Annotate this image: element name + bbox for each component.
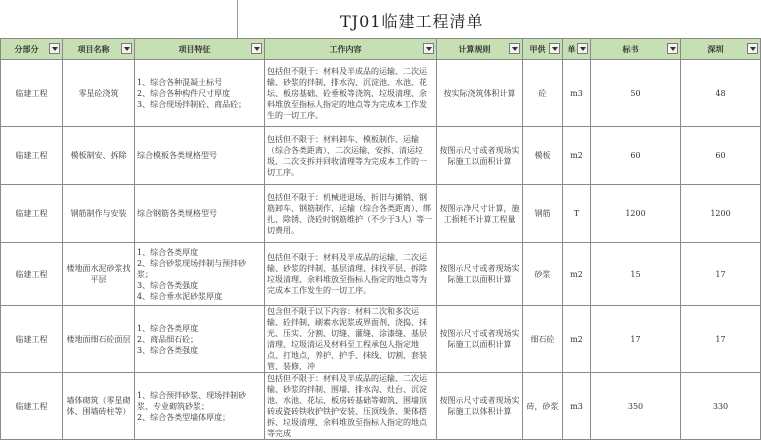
cell-rule[interactable]: 按图示净尺寸计算，施工损耗不计算工程量 xyxy=(437,185,523,243)
cell-rule[interactable]: 按实际浇筑体积计算 xyxy=(437,60,523,127)
cell-shenzhen[interactable]: 330 xyxy=(681,373,761,440)
cell-unit[interactable]: m2 xyxy=(563,127,591,185)
cell-rule[interactable]: 按图示尺寸或者现场实际施工以体积计算 xyxy=(437,373,523,440)
cell-unit[interactable]: m3 xyxy=(563,373,591,440)
cell-supply[interactable]: 细石砼 xyxy=(523,306,563,373)
col-header-shenzhen[interactable]: 深圳 xyxy=(681,39,761,60)
cell-supply[interactable]: 钢筋 xyxy=(523,185,563,243)
cell-part[interactable]: 临建工程 xyxy=(1,373,63,440)
cell-name[interactable]: 楼地面水泥砂浆找平层 xyxy=(63,243,135,306)
col-header-features[interactable]: 项目特征 xyxy=(135,39,265,60)
table-row xyxy=(1,60,761,127)
cell-unit[interactable]: m2 xyxy=(563,306,591,373)
table-row xyxy=(1,185,761,243)
col-header-part[interactable]: 分部分 xyxy=(1,39,63,60)
filter-dropdown-icon[interactable] xyxy=(121,43,132,54)
cell-supply[interactable]: 模板 xyxy=(523,127,563,185)
filter-dropdown-icon[interactable] xyxy=(251,43,262,54)
cell-features[interactable]: 综合钢筋各类规格型号 xyxy=(135,185,265,243)
cell-rule[interactable]: 按图示尺寸或者现场实际施工以面积计算 xyxy=(437,243,523,306)
table-row xyxy=(1,243,761,306)
filter-dropdown-icon[interactable] xyxy=(509,43,520,54)
cell-name[interactable]: 墙体砌筑（零星砌体、围墙砖柱等） xyxy=(63,373,135,440)
filter-dropdown-icon[interactable] xyxy=(49,43,60,54)
cell-unit[interactable]: m2 xyxy=(563,243,591,306)
cell-shenzhen[interactable]: 17 xyxy=(681,306,761,373)
cell-work[interactable]: 包括但不限于：材料及半成品的运输、二次运输、砂浆的拌制、围墙、排水沟、灶台、沉淀池、水池、花坛、板房砖基础等砌筑、围墙顶砖或瓷砖铁收护铁护安装、压顶线条、架体搭拆、垃圾清理、余料堆放至指标人指定的地点等完成 xyxy=(265,373,437,440)
cell-shenzhen[interactable]: 1200 xyxy=(681,185,761,243)
col-header-name[interactable]: 项目名称 xyxy=(63,39,135,60)
filter-dropdown-icon[interactable] xyxy=(667,43,678,54)
cell-supply[interactable]: 砼 xyxy=(523,60,563,127)
cell-features[interactable]: 1、综合预拌砂浆、现场拌制砂浆、专业砌筑砂浆； 2、综合各类型墙体厚度； xyxy=(135,373,265,440)
cell-work[interactable]: 包括但不限于：材料及半成品的运输、二次运输、砂浆的拌制、排水沟、沉淀池、水池、花坛、板房基础、砼垂板等浇筑、垃圾清理、余料堆放至指标人指定的地点等为完成本工作发生的一切工序。 xyxy=(265,60,437,127)
cell-features[interactable]: 1、综合各类厚度 2、综合砂浆现场拌制与预拌砂浆； 3、综合各类强度 4、综合垂水泥砂浆厚度 xyxy=(135,243,265,306)
cell-features[interactable]: 1、综合各类厚度 2、商品细石砼； 3、综合各类强度 xyxy=(135,306,265,373)
table-row xyxy=(1,306,761,373)
cell-rule[interactable]: 按图示尺寸或者现场实际施工以面积计算 xyxy=(437,127,523,185)
cell-bid[interactable]: 17 xyxy=(591,306,681,373)
filter-dropdown-icon[interactable] xyxy=(423,43,434,54)
cell-unit[interactable]: T xyxy=(563,185,591,243)
cell-name[interactable]: 零星砼浇筑 xyxy=(63,60,135,127)
cell-work[interactable]: 包括但不限于：机械进退场、折旧与摊销、钢筋卸车、钢筋制作、运输（综合各类距离）、绑扎、除锈、浇砼时钢筋维护（不少于3人）等一切费用。 xyxy=(265,185,437,243)
title-area xyxy=(0,0,760,39)
cell-work[interactable]: 包含但不限于以下内容：材料二次和多次运输、砼拌制、刷素水泥浆或界面剂、浇捣、抹光、压实、分割、切缝、灌缝、涂漆缝、基层清理、垃圾清运及材料至工程承包人指定地点、打地点，养护、护手、抹线、切割、套装管、装修、冲 xyxy=(265,306,437,373)
filter-dropdown-icon[interactable] xyxy=(577,43,588,54)
cell-name[interactable]: 钢筋制作与安装 xyxy=(63,185,135,243)
cell-bid[interactable]: 15 xyxy=(591,243,681,306)
header-row xyxy=(1,39,761,60)
cell-work[interactable]: 包括但不限于：材料及半成品的运输、二次运输、砂浆的拌制、基层清理、抹找平层、拆除垃圾清理、余料堆放至指标人指定的地点等为完成本工作发生的一切工序。 xyxy=(265,243,437,306)
cell-part[interactable]: 临建工程 xyxy=(1,243,63,306)
cell-supply[interactable]: 砖，砂浆 xyxy=(523,373,563,440)
cell-rule[interactable]: 按图示尺寸或者现场实际施工以面积计算 xyxy=(437,306,523,373)
cell-work[interactable]: 包括但不限于：材料卸车、模板制作、运输（综合各类距离）、二次运输、安拆、清运垃圾、二次支拆并回收清理等为完成本工作的一切工序。 xyxy=(265,127,437,185)
col-header-bid[interactable]: 标书 xyxy=(591,39,681,60)
cell-part[interactable]: 临建工程 xyxy=(1,185,63,243)
cell-part[interactable]: 临建工程 xyxy=(1,60,63,127)
title-divider xyxy=(237,0,238,38)
cell-part[interactable]: 临建工程 xyxy=(1,306,63,373)
cell-part[interactable]: 临建工程 xyxy=(1,127,63,185)
bill-table xyxy=(0,38,761,440)
cell-shenzhen[interactable]: 60 xyxy=(681,127,761,185)
cell-features[interactable]: 综合模板各类规格型号 xyxy=(135,127,265,185)
cell-bid[interactable]: 350 xyxy=(591,373,681,440)
col-header-work[interactable]: 工作内容 xyxy=(265,39,437,60)
sheet-title: TJ01临建工程清单 xyxy=(340,12,484,31)
table-body xyxy=(1,60,761,440)
table-row xyxy=(1,127,761,185)
col-header-supply[interactable]: 甲供 xyxy=(523,39,563,60)
cell-name[interactable]: 模板制安、拆除 xyxy=(63,127,135,185)
cell-shenzhen[interactable]: 48 xyxy=(681,60,761,127)
col-header-rule[interactable]: 计算规则 xyxy=(437,39,523,60)
cell-bid[interactable]: 50 xyxy=(591,60,681,127)
cell-unit[interactable]: m3 xyxy=(563,60,591,127)
cell-supply[interactable]: 砂浆 xyxy=(523,243,563,306)
col-header-unit[interactable]: 单 xyxy=(563,39,591,60)
filter-dropdown-icon[interactable] xyxy=(549,43,560,54)
cell-features[interactable]: 1、综合各种混凝土标号 2、综合各种构件尺寸厚度 3、综合现场拌制砼、商品砼； xyxy=(135,60,265,127)
cell-bid[interactable]: 1200 xyxy=(591,185,681,243)
cell-name[interactable]: 楼地面细石砼面层 xyxy=(63,306,135,373)
cell-bid[interactable]: 60 xyxy=(591,127,681,185)
filter-dropdown-icon[interactable] xyxy=(747,43,758,54)
table-row xyxy=(1,373,761,440)
cell-shenzhen[interactable]: 17 xyxy=(681,243,761,306)
